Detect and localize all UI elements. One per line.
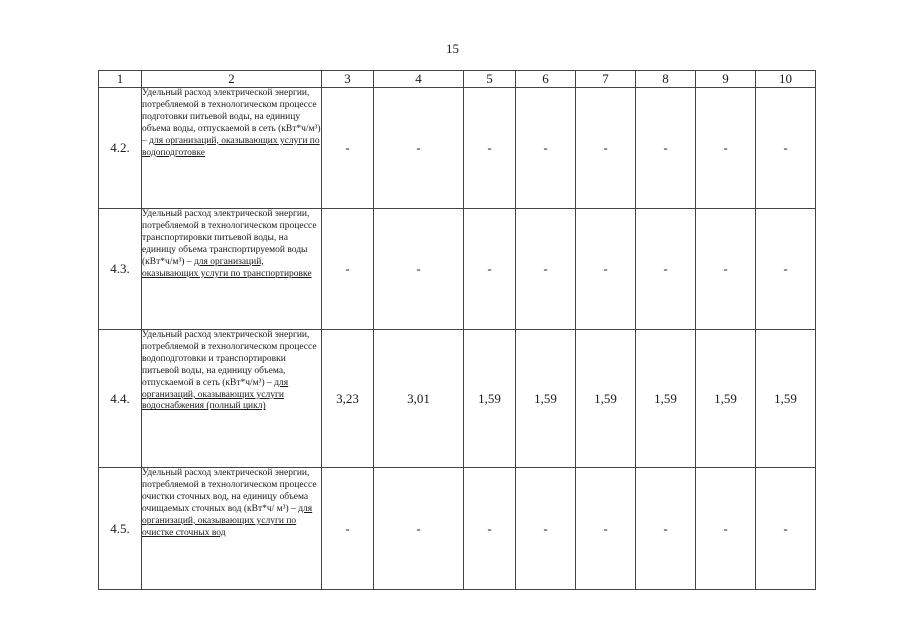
description-qualifier: для организаций, оказывающих услуги по транспортировке xyxy=(142,256,312,279)
value-cell: - xyxy=(322,468,374,590)
table-row xyxy=(99,88,816,209)
value-cell: - xyxy=(516,468,576,590)
row-number: 4.5. xyxy=(99,468,142,590)
value-cell: 3,23 xyxy=(322,330,374,468)
data-table xyxy=(98,70,816,590)
page-number: 15 xyxy=(446,41,459,56)
description-qualifier: для организаций, оказывающих услуги по водоподготовке xyxy=(142,135,320,158)
row-description xyxy=(142,209,322,330)
table-row xyxy=(99,330,816,468)
value-cell: - xyxy=(516,209,576,330)
value-cell: - xyxy=(374,88,464,209)
value-cell: - xyxy=(696,88,756,209)
value-cell: - xyxy=(576,209,636,330)
table-row xyxy=(99,209,816,330)
header-row xyxy=(99,71,816,88)
column-header: 1 xyxy=(99,71,142,88)
description-text: Удельный расход электрической энергии, потребляемой в технологическом процессе транспортировки питьевой воды, на единицу объема транспортируемой воды (кВт*ч/м³) – xyxy=(142,209,317,267)
column-header: 9 xyxy=(696,71,756,88)
column-header: 2 xyxy=(142,71,322,88)
column-header: 3 xyxy=(322,71,374,88)
description-text: Удельный расход электрической энергии, потребляемой в технологическом процессе подготовки питьевой воды, на единицу объема воды, отпускаемой в сеть (кВт*ч/м³) – xyxy=(142,88,321,146)
value-cell: - xyxy=(636,468,696,590)
value-cell: - xyxy=(696,468,756,590)
value-cell: 1,59 xyxy=(636,330,696,468)
value-cell: - xyxy=(756,209,816,330)
value-cell: - xyxy=(696,209,756,330)
row-description xyxy=(142,88,322,209)
value-cell: - xyxy=(464,209,516,330)
value-cell: - xyxy=(322,209,374,330)
description-text: Удельный расход электрической энергии, потребляемой в технологическом процессе водоподготовки и транспортировки питьевой воды, на единицу объема, отпускаемой в сеть (кВт*ч/м³) – xyxy=(142,330,317,388)
value-cell: 3,01 xyxy=(374,330,464,468)
row-number: 4.4. xyxy=(99,330,142,468)
value-cell: - xyxy=(636,209,696,330)
table-row xyxy=(99,468,816,590)
value-cell: - xyxy=(636,88,696,209)
row-description xyxy=(142,330,322,468)
value-cell: 1,59 xyxy=(756,330,816,468)
value-cell: 1,59 xyxy=(516,330,576,468)
value-cell: - xyxy=(374,209,464,330)
column-header: 6 xyxy=(516,71,576,88)
column-header: 7 xyxy=(576,71,636,88)
value-cell: - xyxy=(516,88,576,209)
value-cell: 1,59 xyxy=(576,330,636,468)
value-cell: - xyxy=(756,88,816,209)
column-header: 10 xyxy=(756,71,816,88)
value-cell: - xyxy=(464,468,516,590)
column-header: 8 xyxy=(636,71,696,88)
row-number: 4.3. xyxy=(99,209,142,330)
value-cell: - xyxy=(322,88,374,209)
value-cell: 1,59 xyxy=(696,330,756,468)
description-text: Удельный расход электрической энергии, потребляемой в технологическом процессе очистки сточных вод, на единицу объема очищаемых сточных вод (кВт*ч/ м³) – xyxy=(142,468,317,514)
value-cell: - xyxy=(464,88,516,209)
value-cell: - xyxy=(756,468,816,590)
row-number: 4.2. xyxy=(99,88,142,209)
value-cell: 1,59 xyxy=(464,330,516,468)
value-cell: - xyxy=(374,468,464,590)
description-qualifier: для организаций, оказывающих услуги по очистке сточных вод xyxy=(142,503,313,538)
column-header: 5 xyxy=(464,71,516,88)
description-qualifier: для организаций, оказывающих услуги водоснабжения (полный цикл) xyxy=(142,377,289,412)
value-cell: - xyxy=(576,88,636,209)
row-description xyxy=(142,468,322,590)
value-cell: - xyxy=(576,468,636,590)
column-header: 4 xyxy=(374,71,464,88)
